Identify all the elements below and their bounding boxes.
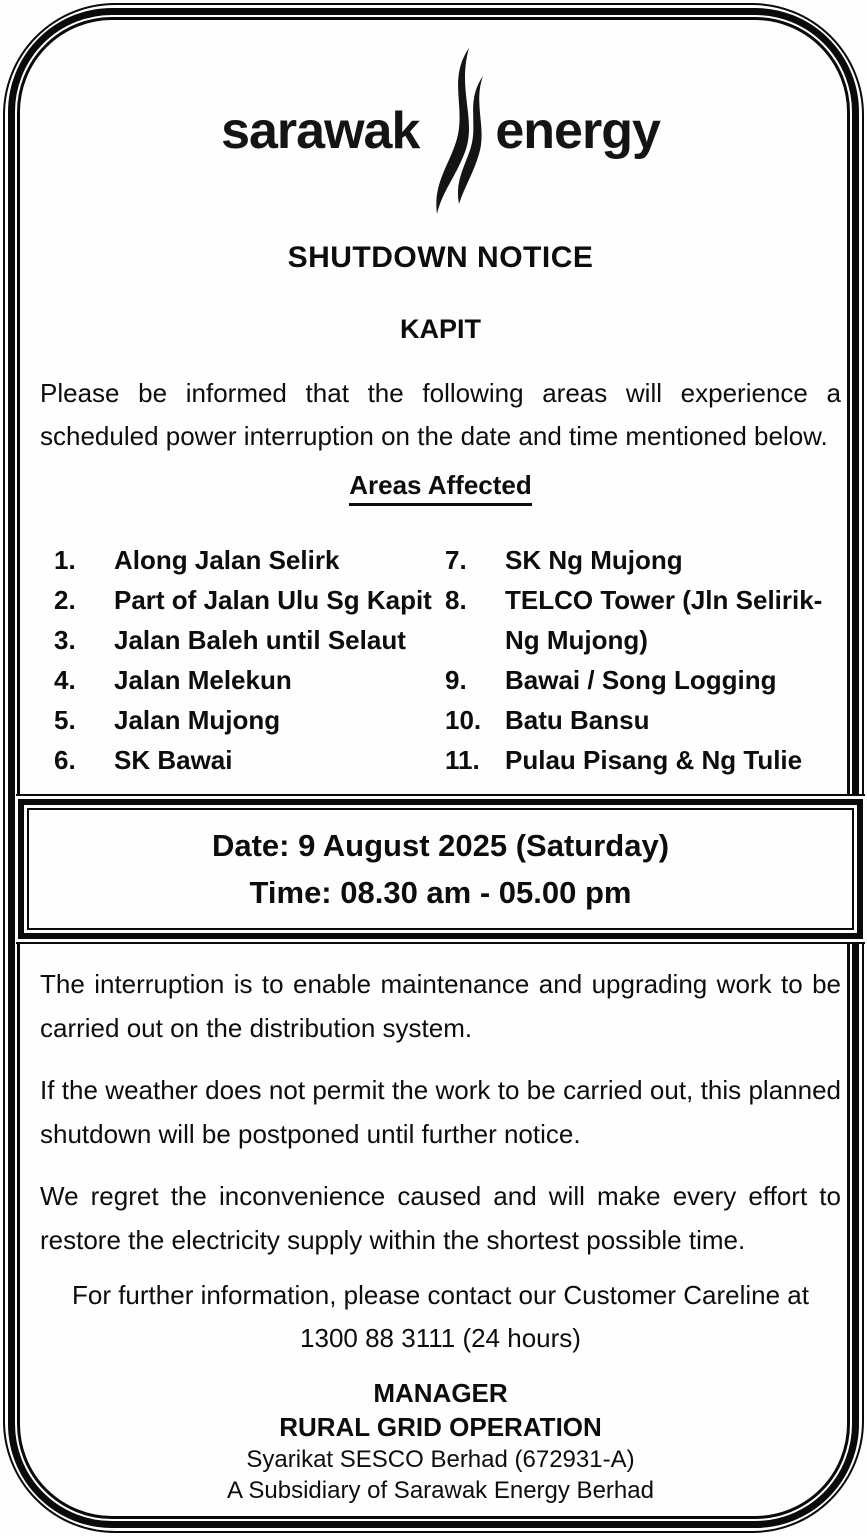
- paragraph-weather: If the weather does not permit the work to be carried out, this planned shutdown will be postponed until further notice.: [40, 1075, 841, 1149]
- list-item-label: SK Bawai: [114, 745, 233, 775]
- list-item-number: 7.: [445, 545, 467, 575]
- list-item-number: 6.: [54, 745, 76, 775]
- list-item: [445, 580, 841, 660]
- list-item-number: 4.: [54, 665, 76, 695]
- schedule-date: Date: 9 August 2025 (Saturday): [211, 828, 670, 863]
- list-item: [54, 540, 445, 580]
- flame-icon: [425, 46, 489, 216]
- signature-subsidiary: A Subsidiary of Sarawak Energy Berhad: [227, 1477, 654, 1504]
- list-item-label: SK Ng Mujong: [505, 545, 683, 575]
- list-item: [445, 660, 841, 700]
- list-item-number: 10.: [445, 705, 482, 735]
- intro-paragraph: Please be informed that the following areas will experience a scheduled power interruption on the date and time mentioned below.: [40, 378, 841, 451]
- list-item-label: Batu Bansu: [505, 705, 650, 735]
- areas-column-left: [40, 540, 445, 780]
- list-item-label: TELCO Tower (Jln Selirik-Ng Mujong): [505, 585, 823, 655]
- list-item-number: 1.: [54, 545, 76, 575]
- paragraph-maintenance: The interruption is to enable maintenance and upgrading work to be carried out on the distribution system.: [40, 969, 841, 1043]
- list-item-label: Jalan Melekun: [114, 665, 292, 695]
- areas-affected-heading: [40, 468, 841, 506]
- list-item-number: 9.: [445, 665, 467, 695]
- list-item: [54, 660, 445, 700]
- schedule-box-inner: [27, 808, 854, 930]
- list-item-label: Bawai / Song Logging: [505, 665, 777, 695]
- schedule-time: Time: 08.30 am - 05.00 pm: [249, 875, 632, 910]
- list-item-label: Jalan Baleh until Selaut: [114, 625, 406, 655]
- paragraph-regret: We regret the inconvenience caused and will make every effort to restore the electricity supply within the shortest possible time.: [40, 1181, 841, 1255]
- customer-careline: [40, 1274, 841, 1360]
- list-item-label: Part of Jalan Ulu Sg Kapit: [114, 585, 432, 615]
- list-item: [54, 620, 445, 660]
- signature-manager: MANAGER: [373, 1378, 508, 1408]
- sarawak-energy-logo: [40, 46, 841, 216]
- schedule-box-middle-border: [18, 799, 863, 939]
- careline-text: For further information, please contact our Customer Careline at: [71, 1280, 809, 1310]
- areas-affected-list: [40, 540, 841, 780]
- careline-phone: 1300 88 3111 (24 hours): [300, 1323, 581, 1353]
- list-item: [445, 700, 841, 740]
- list-item-number: 3.: [54, 625, 76, 655]
- logo-text-sarawak: sarawak: [221, 102, 420, 160]
- list-item-label: Jalan Mujong: [114, 705, 281, 735]
- list-item: [445, 540, 841, 580]
- list-item-label: Pulau Pisang & Ng Tulie: [505, 745, 803, 775]
- notice-title: SHUTDOWN NOTICE: [287, 241, 594, 274]
- list-item: [54, 700, 445, 740]
- list-item-number: 11.: [445, 745, 480, 775]
- areas-column-right: [445, 540, 841, 780]
- areas-affected-label: Areas Affected: [349, 468, 532, 506]
- list-item: [445, 740, 841, 780]
- list-item-number: 2.: [54, 585, 76, 615]
- list-item: [54, 740, 445, 780]
- logo-text-energy: energy: [495, 102, 660, 160]
- list-item: [54, 580, 445, 620]
- schedule-box: [16, 794, 865, 944]
- list-item-number: 8.: [445, 585, 467, 615]
- signature-block: [40, 1376, 841, 1506]
- signature-company: Syarikat SESCO Berhad (672931-A): [246, 1446, 635, 1473]
- list-item-label: Along Jalan Selirk: [114, 545, 340, 575]
- location-heading: KAPIT: [400, 314, 481, 344]
- list-item-number: 5.: [54, 705, 76, 735]
- signature-department: RURAL GRID OPERATION: [279, 1412, 602, 1442]
